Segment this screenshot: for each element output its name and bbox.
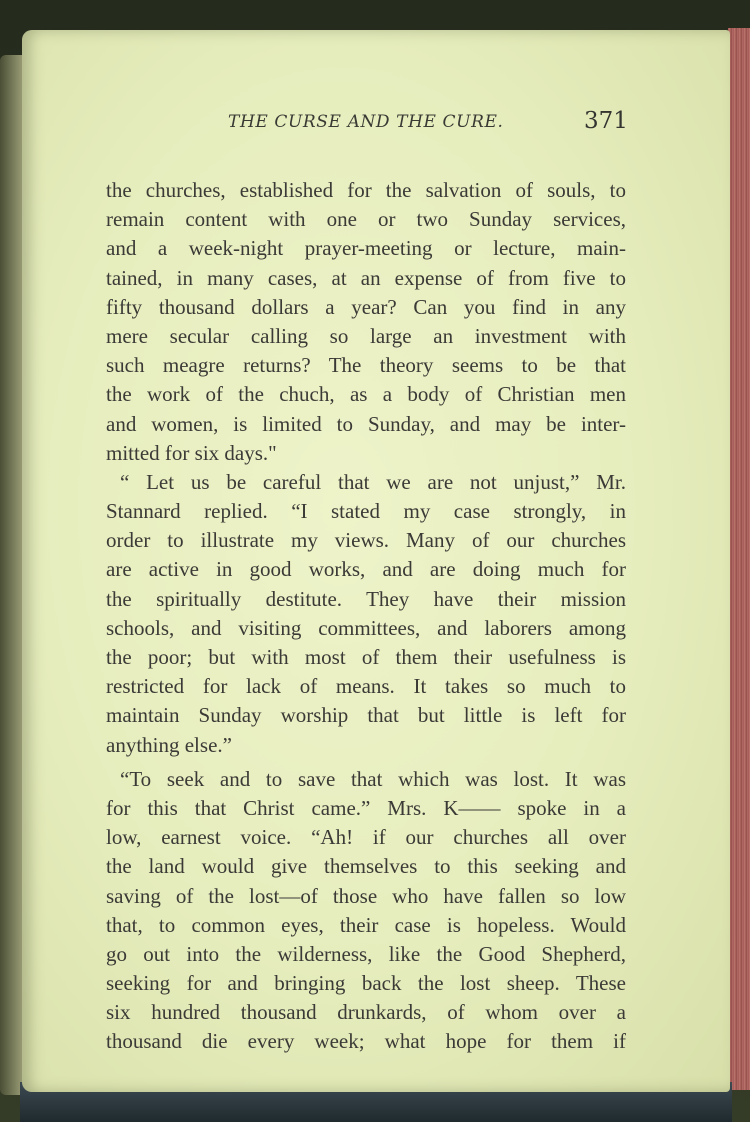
text-line: the work of the chuch, as a body of Christian men <box>106 382 626 407</box>
text-line: the land would give themselves to this seeking and <box>106 854 626 879</box>
text-line: low, earnest voice. “Ah! if our churches all over <box>106 825 626 850</box>
text-line: and a week-night prayer-meeting or lecture, main- <box>106 236 626 261</box>
page-header <box>22 108 730 148</box>
page-edges-right <box>728 28 750 1090</box>
text-line: go out into the wilderness, like the Good Shepherd, <box>106 941 626 966</box>
running-title: THE CURSE AND THE CURE. <box>228 112 504 132</box>
text-line: saving of the lost—of those who have fallen so low <box>106 883 626 908</box>
text-line: such meagre returns? The theory seems to be that <box>106 353 626 378</box>
text-line: “To seek and to save that which was lost. It was <box>120 766 626 791</box>
text-line: mitted for six days." <box>106 440 277 465</box>
text-line: that, to common eyes, their case is hopeless. Would <box>106 912 626 937</box>
text-line: tained, in many cases, at an expense of from five to <box>106 265 626 290</box>
text-line: fifty thousand dollars a year? Can you find in any <box>106 294 626 319</box>
text-line: “ Let us be careful that we are not unjust,” Mr. <box>120 469 626 494</box>
text-line: the churches, established for the salvation of souls, to <box>106 178 626 202</box>
text-line: schools, and visiting committees, and laborers among <box>106 615 626 640</box>
text-line: anything else.” <box>106 732 232 757</box>
text-line: the spiritually destitute. They have their mission <box>106 586 626 611</box>
text-line: and women, is limited to Sunday, and may be inter- <box>106 411 626 436</box>
text-line: mere secular calling so large an investment with <box>106 323 626 348</box>
text-line: thousand die every week; what hope for them if <box>106 1029 626 1054</box>
paragraph <box>106 176 626 468</box>
text-line: seeking for and bringing back the lost sheep. These <box>106 971 626 996</box>
body-text <box>106 176 626 1057</box>
text-line: six hundred thousand drunkards, of whom over a <box>106 1000 626 1025</box>
text-line: for this that Christ came.” Mrs. K—— spoke in a <box>106 795 626 820</box>
book-page <box>22 30 730 1092</box>
text-line: Stannard replied. “I stated my case strongly, in <box>106 499 626 524</box>
paragraph <box>106 468 626 760</box>
text-line: maintain Sunday worship that but little is left for <box>106 703 626 728</box>
page-number: 371 <box>584 108 628 134</box>
paragraph <box>106 765 626 1057</box>
text-line: remain content with one or two Sunday services, <box>106 207 626 232</box>
text-line: are active in good works, and are doing much for <box>106 557 626 582</box>
text-line: restricted for lack of means. It takes so much to <box>106 674 626 699</box>
text-line: the poor; but with most of them their usefulness is <box>106 645 626 669</box>
text-line: order to illustrate my views. Many of our churches <box>106 528 626 553</box>
